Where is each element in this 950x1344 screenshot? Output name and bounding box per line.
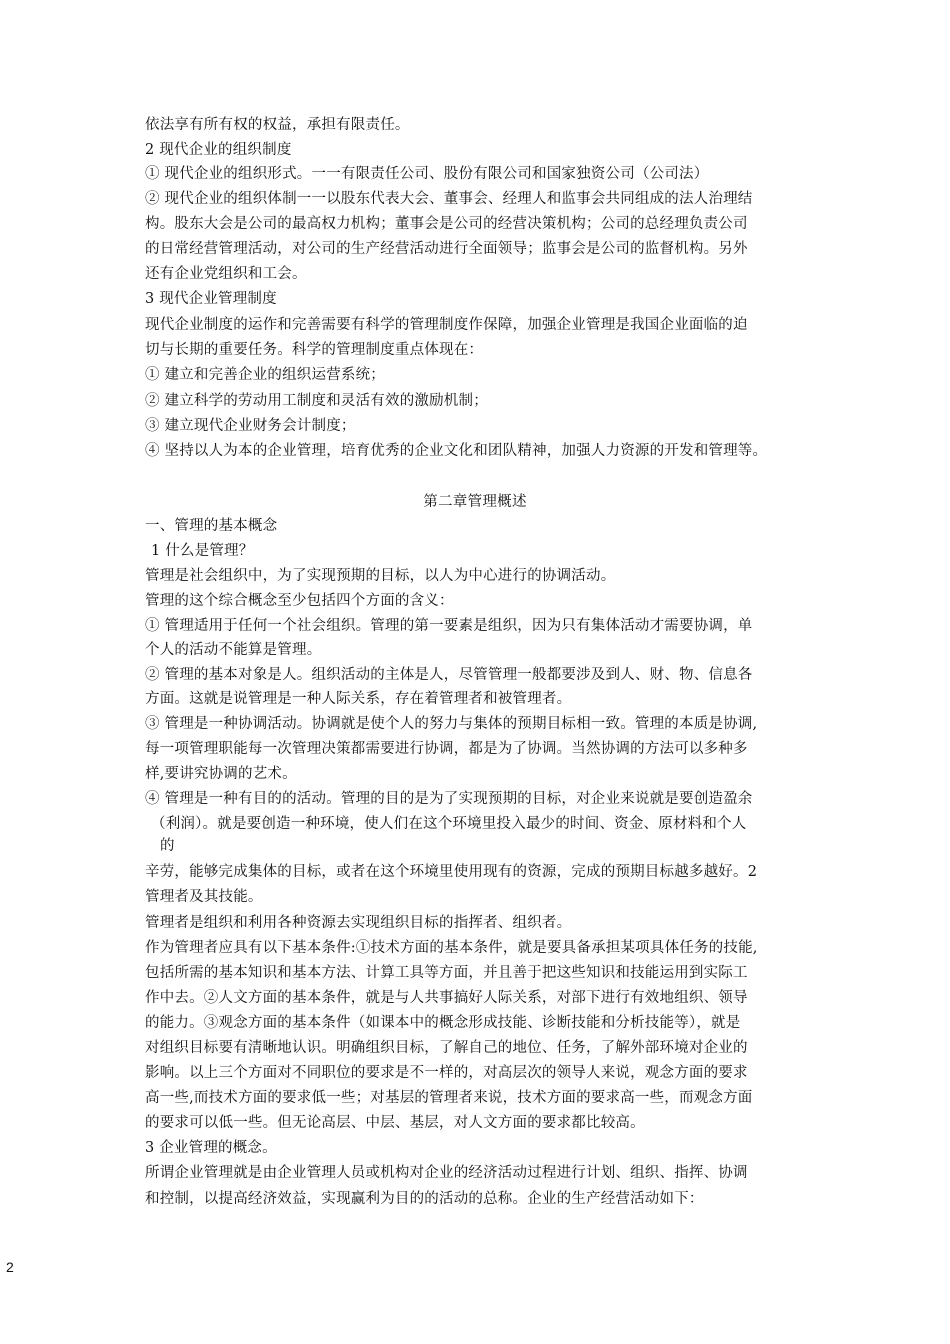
text-line: 的日常经营管理活动，对公司的生产经营活动进行全面领导；监事会是公司的监督机构。另外 bbox=[145, 241, 748, 257]
text-line: 还有企业党组织和工会。 bbox=[145, 266, 307, 282]
text-line: 的能力。③观念方面的基本条件（如课本中的概念形成技能、诊断技能和分析技能等），就是 bbox=[145, 1015, 741, 1031]
chapter-title: 第二章管理概述 bbox=[423, 494, 527, 510]
list-item: ① 管理适用于任何一个社会组织。管理的第一要素是组织，因为只有集体活动才需要协调，单 bbox=[145, 618, 753, 634]
list-item: ② 建立科学的劳动用工制度和灵活有效的激励机制； bbox=[145, 393, 488, 409]
text-line: 现代企业制度的运作和完善需要有科学的管理制度作保障，加强企业管理是我国企业面临的迫 bbox=[145, 317, 748, 333]
text-line: 高一些,而技术方面的要求低一些；对基层的管理者来说，技术方面的要求高一些，而观念方面 bbox=[145, 1090, 753, 1106]
text-line: 切与长期的重要任务。科学的管理制度重点体现在： bbox=[145, 342, 484, 358]
list-item: ② 管理的基本对象是人。组织活动的主体是人，尽管管理一般都要涉及到人、财、物、信息各 bbox=[145, 667, 753, 683]
section-heading: 3 企业管理的概念。 bbox=[145, 1140, 277, 1156]
list-item: ③ 建立现代企业财务会计制度； bbox=[145, 418, 356, 434]
text-line: 构。股东大会是公司的最高权力机构；董事会是公司的经营决策机构；公司的总经理负责公司 bbox=[145, 216, 748, 232]
text-line: 管理者是组织和利用各种资源去实现组织目标的指挥者、组织者。 bbox=[145, 915, 572, 931]
text-line: 影响。以上三个方面对不同职位的要求是不一样的，对高层次的领导人来说，观念方面的要求 bbox=[145, 1065, 748, 1081]
text-line: 作中去。②人文方面的基本条件，就是与人共事搞好人际关系，对部下进行有效地组织、领导 bbox=[145, 990, 748, 1006]
text-line: 依法享有所有权的权益，承担有限责任。 bbox=[145, 117, 410, 133]
text-line: 每一项管理职能每一次管理决策都需要进行协调，都是为了协调。当然协调的方法可以多种多 bbox=[145, 741, 748, 757]
text-line: 样,要讲究协调的艺术。 bbox=[145, 766, 297, 782]
text-line: 管理的这个综合概念至少包括四个方面的含义： bbox=[145, 593, 454, 609]
text-line: 包括所需的基本知识和基本方法、计算工具等方面，并且善于把这些知识和技能运用到实际工 bbox=[145, 965, 748, 981]
list-item: ② 现代企业的组织体制一一以股东代表大会、董事会、经理人和监事会共同组成的法人治理结 bbox=[145, 191, 753, 207]
section-heading: 3 现代企业管理制度 bbox=[145, 291, 277, 307]
text-line: 所谓企业管理就是由企业管理人员或机构对企业的经济活动过程进行计划、组织、指挥、协调 bbox=[145, 1165, 748, 1181]
text-line: 管理者及其技能。 bbox=[145, 889, 263, 905]
text-line: 作为管理者应具有以下基本条件:①技术方面的基本条件，就是要具备承担某项具体任务的技能, bbox=[145, 940, 758, 956]
list-item: ④ 坚持以人为本的企业管理，培育优秀的企业文化和团队精神，加强人力资源的开发和管理等。 bbox=[145, 443, 768, 459]
page-number: 2 bbox=[6, 1259, 14, 1275]
subsection-heading: 1 什么是管理？ bbox=[151, 543, 254, 559]
text-line: 辛劳，能够完成集体的目标，或者在这个环境里使用现有的资源，完成的预期目标越多越好。2 bbox=[145, 864, 758, 880]
text-line: 和控制，以提高经济效益，实现赢利为目的的活动的总称。企业的生产经营活动如下： bbox=[145, 1191, 704, 1207]
text-line: 个人的活动不能算是管理。 bbox=[145, 642, 322, 658]
text-line: 方面。这就是说管理是一种人际关系，存在着管理者和被管理者。 bbox=[145, 691, 572, 707]
section-heading: 2 现代企业的组织制度 bbox=[145, 142, 292, 158]
text-line: 对组织目标要有清晰地认识。明确组织目标，了解自己的地位、任务，了解外部环境对企业的 bbox=[145, 1040, 748, 1056]
text-line: （利润）。就是要创造一种环境，使人们在这个环境里投入最少的时间、资金、原材料和个人 bbox=[151, 816, 747, 832]
text-line: 的要求可以低一些。但无论高层、中层、基层，对人文方面的要求都比较高。 bbox=[145, 1115, 645, 1131]
list-item: ① 现代企业的组织形式。一一有限责任公司、股份有限公司和国家独资公司（公司法） bbox=[145, 166, 709, 182]
section-heading: 一、管理的基本概念 bbox=[145, 518, 278, 534]
text-line: 管理是社会组织中，为了实现预期的目标，以人为中心进行的协调活动。 bbox=[145, 568, 616, 584]
list-item: ① 建立和完善企业的组织运营系统； bbox=[145, 367, 386, 383]
list-item: ③ 管理是一种协调活动。协调就是使个人的努力与集体的预期目标相一致。管理的本质是协调, bbox=[145, 716, 758, 732]
list-item: ④ 管理是一种有目的的活动。管理的目的是为了实现预期的目标，对企业来说就是要创造盈余 bbox=[145, 791, 753, 807]
text-line: 的 bbox=[160, 838, 175, 854]
